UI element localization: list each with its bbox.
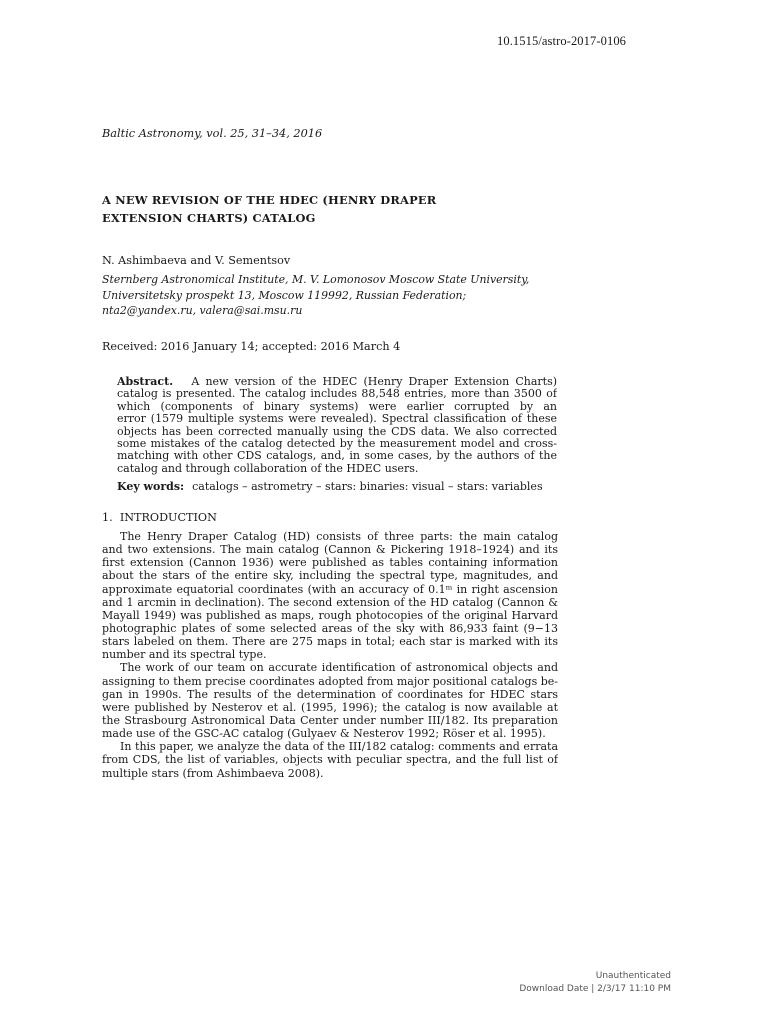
download-footer [519, 970, 671, 995]
body-line: first extension (Cannon 1936) were published as tables containing information [102, 556, 558, 570]
body-line: multiple stars (from Ashimbaeva 2008). [102, 766, 324, 780]
footer-auth-status: Unauthenticated [595, 971, 671, 981]
paper-title [102, 191, 436, 227]
abstract [117, 376, 557, 475]
body-line: In this paper, we analyze the data of the III/182 catalog: comments and errata [120, 740, 558, 754]
section-heading [102, 511, 217, 524]
body-line: number and its spectral type. [102, 648, 267, 662]
abstract-line: error (1579 multiple systems were revealed). Spectral classification of these [117, 413, 557, 426]
body-line: from CDS, the list of variables, objects with peculiar spectra, and the full list of [102, 753, 558, 767]
abstract-line: catalog and through collaboration of the HDEC users. [117, 461, 419, 475]
abstract-line: which (components of binary systems) were earlier corrupted by an [117, 400, 557, 413]
authors: N. Ashimbaeva and V. Sementsov [102, 254, 291, 267]
abstract-label: Abstract. [117, 376, 174, 388]
abstract-line: some mistakes of the catalog detected by the measurement model and cross- [117, 437, 557, 450]
affiliation [102, 272, 529, 319]
body-line: stars labeled on them. There are 275 maps in total; each star is marked with its [102, 635, 558, 649]
body-line: about the stars of the entire sky, including the spectral type, magnitudes, and [102, 569, 558, 583]
abstract-text: A new version of the HDEC (Henry Draper Extension Charts) [191, 376, 557, 388]
journal-citation: Baltic Astronomy, vol. 25, 31–34, 2016 [102, 127, 323, 140]
keywords [117, 480, 543, 493]
body-line: The work of our team on accurate identification of astronomical objects and [120, 661, 558, 675]
title-line: EXTENSION CHARTS) CATALOG [102, 211, 316, 225]
body-text [102, 530, 558, 780]
affiliation-line: Universitetsky prospekt 13, Moscow 119992, Russian Federation; [102, 288, 467, 302]
received-dates: Received: 2016 January 14; accepted: 2016 March 4 [102, 340, 401, 353]
body-line: The Henry Draper Catalog (HD) consists of three parts: the main catalog [120, 530, 558, 543]
abstract-line: catalog is presented. The catalog includes 88,548 entries, more than 3500 of [117, 388, 557, 401]
abstract-line: objects has been corrected manually using the CDS data. We also corrected [117, 425, 557, 438]
section-title: INTRODUCTION [119, 511, 217, 524]
body-line: and 1 arcmin in declination). The second extension of the HD catalog (Cannon & [102, 595, 558, 609]
body-line: gan in 1990s. The results of the determination of coordinates for HDEC stars [102, 687, 558, 701]
keywords-label: Key words: [117, 480, 185, 493]
body-line: approximate equatorial coordinates (with an accuracy of 0.1ᵐ in right ascension [102, 582, 558, 596]
abstract-line: matching with other CDS catalogs, and, in some cases, by the authors of the [117, 450, 557, 463]
footer-download-date: Download Date | 2/3/17 11:10 PM [519, 983, 671, 994]
affiliation-line: Sternberg Astronomical Institute, M. V. Lomonosov Moscow State University, [102, 273, 530, 286]
doi: 10.1515/astro-2017-0106 [497, 34, 627, 48]
body-line: Mayall 1949) was published as maps, rough photocopies of the original Harvard [102, 608, 558, 622]
body-line: were published by Nesterov et al. (1995, 1996); the catalog is now available at [102, 700, 558, 714]
body-line: made use of the GSC-AC catalog (Gulyaev & Nesterov 1992; Röser et al. 1995). [102, 727, 546, 741]
section-number: 1. [102, 511, 113, 524]
body-line: photographic plates of some selected areas of the sky with 86,933 faint (9−13 [102, 621, 558, 635]
keywords-text: catalogs – astrometry – stars: binaries: visual – stars: variables [192, 480, 543, 493]
body-line: and two extensions. The main catalog (Cannon & Pickering 1918–1924) and its [102, 543, 558, 557]
title-line: A NEW REVISION OF THE HDEC (HENRY DRAPER [102, 193, 437, 207]
affiliation-emails: nta2@yandex.ru, valera@sai.msu.ru [102, 304, 303, 318]
abstract-line [117, 376, 557, 388]
body-line: the Strasbourg Astronomical Data Center under number III/182. Its preparation [102, 713, 558, 727]
body-line: assigning to them precise coordinates adopted from major positional catalogs be- [102, 674, 558, 688]
